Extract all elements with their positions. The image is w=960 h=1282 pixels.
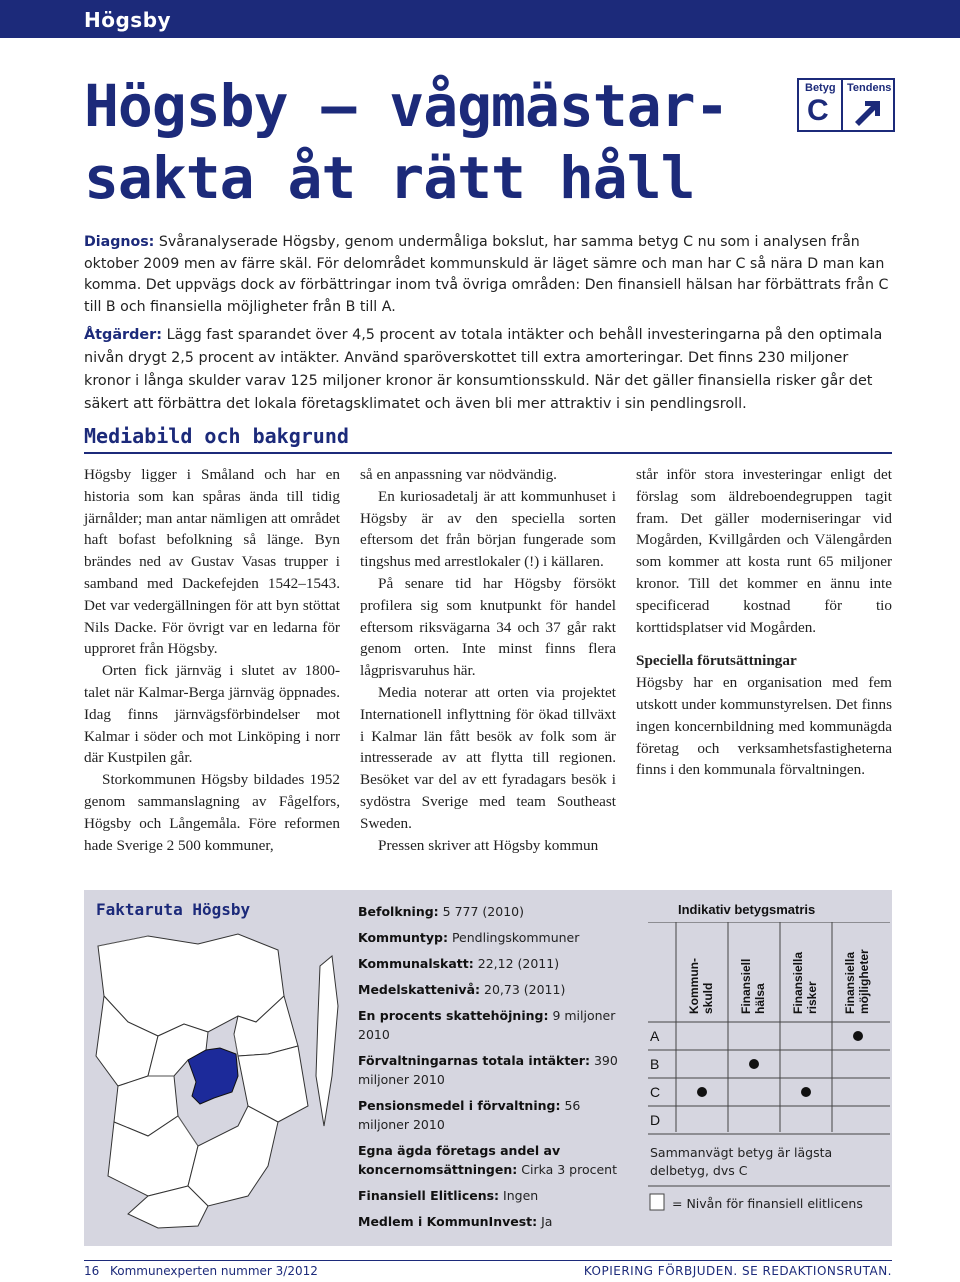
section-label: Högsby	[84, 8, 172, 32]
title-line-2: sakta åt rätt håll	[84, 144, 695, 212]
diagnos-paragraph	[84, 232, 892, 318]
fact-item: Pensionsmedel i förvaltning: 56 miljoner 2010	[358, 1098, 581, 1132]
matrix-title: Indikativ betygsmatris	[678, 902, 816, 917]
paragraph: Storkommunen Högsby bildades 1952 genom sammanslagning av Fågelfors, Högsby och Långemåla. Före reformen hade Sverige 2 500 kommuner,	[84, 771, 340, 854]
matrix-legend: = Nivån för finansiell elitlicens	[672, 1196, 863, 1211]
matrix-mark	[697, 1087, 707, 1097]
fact-item: Egna ägda företags andel av koncernomsättningen: Cirka 3 procent	[358, 1143, 618, 1177]
atgarder-paragraph	[84, 324, 892, 416]
diagnos-text: Svåranalyserade Högsby, genom undermåliga bokslut, har samma betyg C nu som i analysen från oktober 2009 men av färre skäl. För delområdet kommunskuld är läget sämre och man har C så nära D man kan komma. Det uppvägs dock av förbättringar inom två övriga områden: Den finansiell hälsan har förbättrats från C till B och finansiella möjligheter från B till A.	[84, 234, 889, 315]
subheading: Speciella förutsättningar	[636, 652, 797, 670]
paragraph: Media noterar att orten via projektet Internationell inflyttning för ökad tillväxt i Kalmar län fått besök av folk som är intresserade av att flytta till regionen. Besöket var del av ett fyradagars besök i sydöstra Sverige med team Southeast Sweden.	[360, 683, 616, 832]
matrix-column-label: Finansiellarisker	[791, 951, 819, 1014]
matrix-row-label: A	[650, 1028, 660, 1044]
paragraph: så en anpassning var nödvändig.	[360, 466, 557, 483]
fact-item: En procents skattehöjning: 9 miljoner 2010	[358, 1008, 616, 1042]
matrix-note: Sammanvägt betyg är lägsta delbetyg, dvs C	[650, 1145, 833, 1178]
divider	[84, 452, 892, 454]
paragraph: Högsby ligger i Småland och har en historia som kan spåras ända till tidig järnålder; man antar nämligen att området haft bofast befolkning så länge. Byn brändes ned av Gustav Vasas trupper i samband med Dackefejden 1542–1543. Det var vedergällningen för att byn stöttat Nils Dacke. För övrigt var en ledarna för upproret från Högsby.	[84, 466, 340, 658]
grade-column	[799, 80, 843, 130]
matrix-mark	[801, 1087, 811, 1097]
matrix-row-label: B	[650, 1056, 660, 1072]
matrix-column-label: Finansiellhälsa	[739, 958, 767, 1014]
page-number: 16	[84, 1264, 100, 1278]
paragraph: står inför stora investeringar enligt det förslag som äldreboendegruppen tagit fram. Det gäller moderniseringar vid Mogården, Kvillgården och Välengården som kommer att kosta runt 65 miljoner kronor. Till det kommer en ännu inte specificerad kostnad för tio korttidsplatser vid Mogården.	[636, 466, 892, 636]
text-column-2	[360, 464, 616, 856]
fact-item: Finansiell Elitlicens: Ingen	[358, 1188, 539, 1203]
arrow-up-right-icon	[851, 98, 883, 126]
publication-name: Kommunexperten nummer 3/2012	[110, 1264, 318, 1278]
paragraph: Pressen skriver att Högsby kommun	[378, 836, 599, 854]
text-column-3	[636, 464, 892, 781]
fact-item: Kommunalskatt: 22,12 (2011)	[358, 956, 560, 971]
trend-label: Tendens	[847, 82, 892, 94]
hogsby-region	[188, 1048, 238, 1104]
page-title	[84, 70, 744, 214]
section-heading: Mediabild och bakgrund	[84, 424, 349, 448]
matrix-row-label: D	[650, 1112, 661, 1128]
atgarder-text: Lägg fast sparandet över 4,5 procent av totala intäkter och behåll investeringarna på den optimala nivån drygt 2,5 procent av intäkter. Använd sparöverskottet till extra amorteringar. Det finns 230 miljoner kronor i långa skulder varav 125 miljoner kronor är konsumtionsskuld. När det gäller finansiella risker går det säkert att förbättra det lokala företagsklimatet och även bli mer attraktiv i sin pendlingsroll.	[84, 327, 883, 412]
fact-item: Förvaltningarnas totala intäkter: 390 miljoner 2010	[358, 1053, 618, 1087]
fact-item: Kommuntyp: Pendlingskommuner	[358, 930, 580, 945]
fact-item: Medelskattenivå: 20,73 (2011)	[358, 982, 566, 997]
municipality-map	[88, 926, 344, 1234]
paragraph: Orten fick järnväg i slutet av 1800-talet när Kalmar-Berga järnväg öppnades. Idag finns järnvägsförbindelser mot Kalmar i söder och mot Linköping i norr där Kustpilen går.	[84, 662, 340, 767]
matrix-column-label: Finansiellamöjligheter	[843, 949, 871, 1014]
grade-box	[797, 78, 895, 132]
fact-list	[358, 902, 618, 1238]
fact-box-title: Faktaruta Högsby	[96, 900, 251, 919]
atgarder-label: Åtgärder:	[84, 327, 163, 343]
grade-value: C	[807, 94, 829, 127]
title-line-1: Högsby – vågmästar-	[84, 72, 729, 140]
text-column-1	[84, 464, 340, 856]
diagnos-label: Diagnos:	[84, 234, 155, 250]
fact-item: Befolkning: 5 777 (2010)	[358, 904, 524, 919]
paragraph: Högsby har en organisation med fem utskott under kommunstyrelsen. Det finns ingen koncernbildning med kommunägda företag och verksamhetsfastigheterna finns i den kommunala förvaltningen.	[636, 674, 892, 779]
matrix-mark	[749, 1059, 759, 1069]
matrix-column-label: Kommun-skuld	[687, 958, 715, 1014]
section-header-bar	[0, 0, 960, 38]
copyright-notice: KOPIERING FÖRBJUDEN. SE REDAKTIONSRUTAN.	[583, 1264, 892, 1278]
fact-item: Medlem i KommunInvest: Ja	[358, 1214, 553, 1229]
paragraph: En kuriosadetalj är att kommunhuset i Högsby är av den speciella sorten eftersom det från början fungerade som tingshus med arrestlokaler (!) i källaren.	[360, 487, 616, 571]
elitlicens-legend-swatch	[650, 1194, 664, 1210]
matrix-row-label: C	[650, 1084, 661, 1100]
grade-label: Betyg	[805, 82, 836, 94]
matrix-mark	[853, 1031, 863, 1041]
footer-divider	[84, 1260, 892, 1261]
paragraph: På senare tid har Högsby försökt profilera sig som knutpunkt för handel eftersom riksvägarna 34 och 37 går rakt genom orten. Inte minst finns flera lågprisvaruhus här.	[360, 574, 616, 680]
